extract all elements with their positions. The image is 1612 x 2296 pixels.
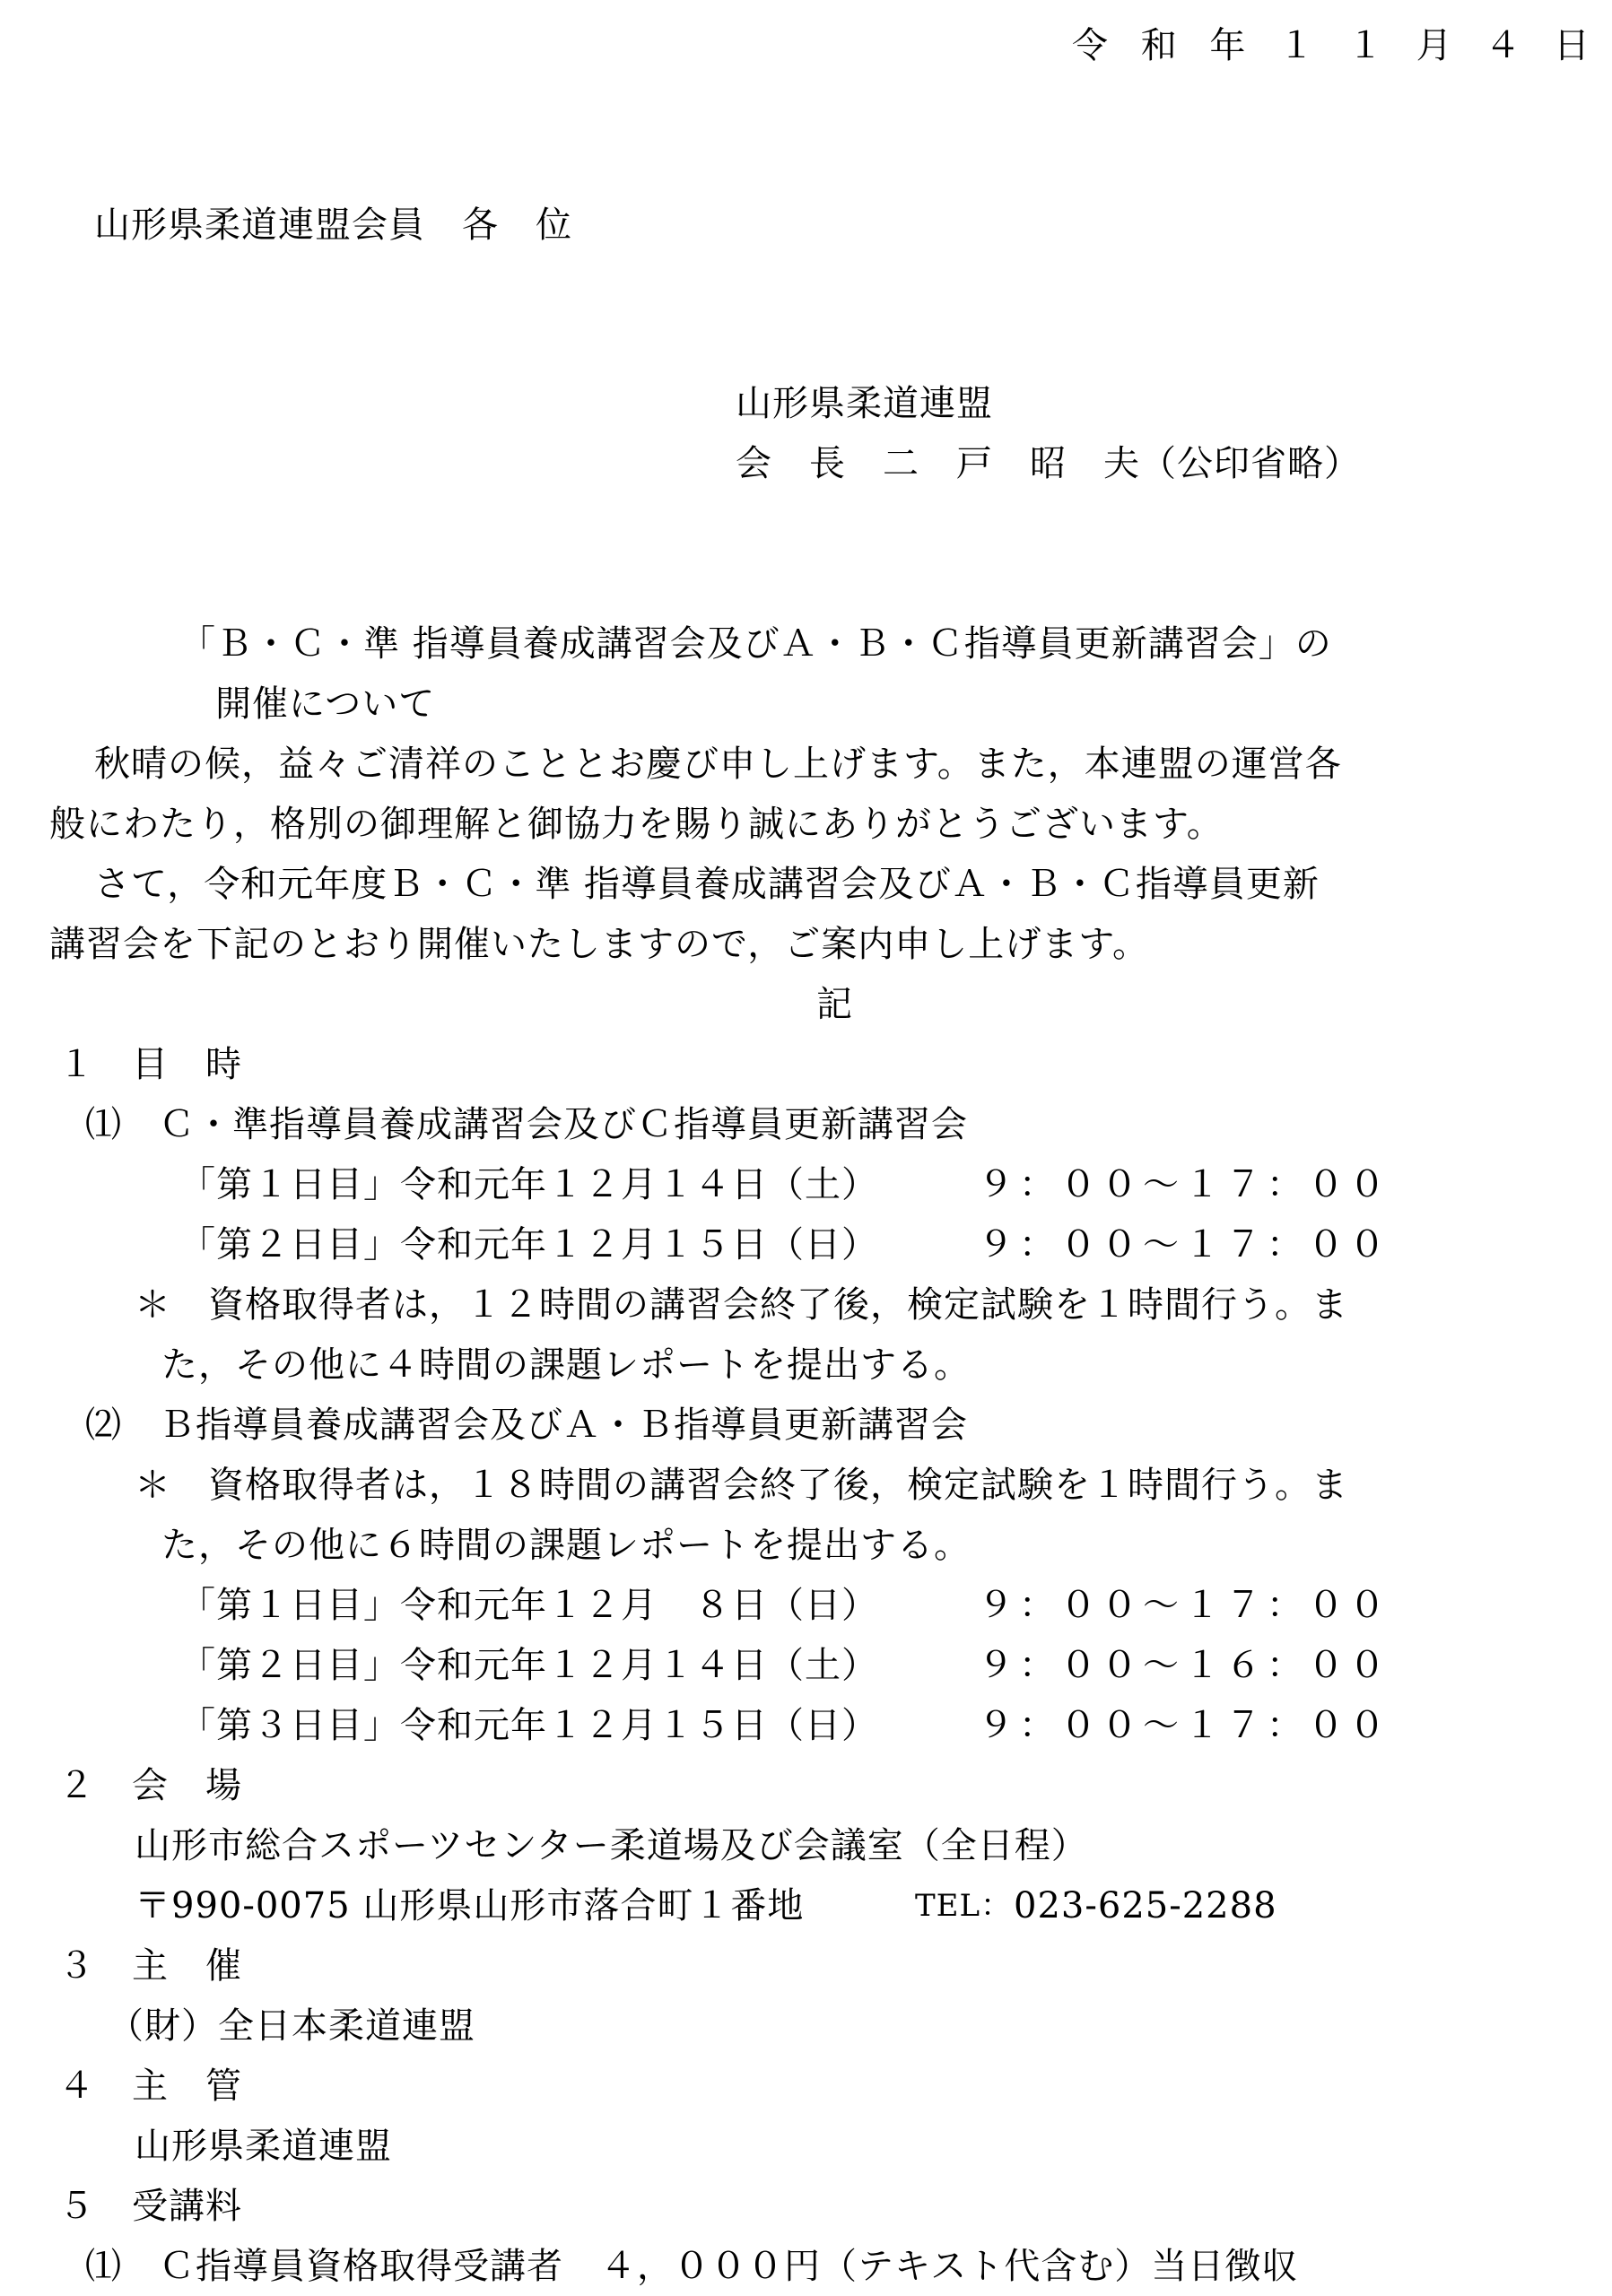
- section1-heading: １ 目 時: [58, 1044, 242, 1085]
- section1-sub2-note-cont: た，その他に６時間の課題レポートを提出する。: [161, 1525, 971, 1566]
- document-title-line1: 「Ｂ・Ｃ・準 指導員養成講習会及びＡ・Ｂ・Ｃ指導員更新講習会」の: [179, 623, 1332, 665]
- schedule-time: ９：００～１７：００: [978, 1164, 1390, 1205]
- schedule-day: 「第１日目」令和元年１２月１４日（土）: [179, 1164, 878, 1205]
- venue-address: 〒990-0075 山形県山形市落合町１番地: [135, 1885, 805, 1926]
- body-paragraph-line: 講習会を下記のとおり開催いたしますので，ご案内申し上げます。: [49, 924, 1149, 965]
- venue-name: 山形市総合スポーツセンター柔道場及び会議室（全日程）: [135, 1825, 1088, 1866]
- schedule-day: 「第１日目」令和元年１２月 ８日（日）: [179, 1585, 878, 1626]
- tel-number: 023-625-2288: [1014, 1885, 1277, 1926]
- schedule-time: ９：００～１７：００: [978, 1585, 1390, 1626]
- tel-label: TEL：: [915, 1888, 1013, 1924]
- sender-name: 会 長 二 戸 昭 夫（公印省略）: [736, 443, 1361, 484]
- section1-sub1-note: ＊ 資格取得者は，１２時間の講習会終了後，検定試験を１時間行う。ま: [135, 1284, 1348, 1326]
- section3-heading: ３ 主 催: [58, 1945, 242, 1987]
- section4-heading: ４ 主 管: [58, 2066, 242, 2107]
- section2-heading: ２ 会 場: [58, 1765, 242, 1806]
- document-title-line2: 開催について: [215, 683, 436, 725]
- schedule-time: ９：００～１７：００: [978, 1224, 1390, 1265]
- schedule-day: 「第２日目」令和元年１２月１４日（土）: [179, 1645, 878, 1686]
- schedule-time: ９：００～１７：００: [978, 1705, 1390, 1746]
- document-date: 令 和 年 １ １ 月 ４ 日: [1072, 25, 1601, 66]
- administrator: 山形県柔道連盟: [135, 2126, 392, 2167]
- schedule-day: 「第３日目」令和元年１２月１５日（日）: [179, 1705, 878, 1746]
- ki-marker: 記: [816, 984, 853, 1025]
- organizer: （財）全日本柔道連盟: [108, 2005, 475, 2047]
- addressee: 山形県柔道連盟会員 各 位: [94, 204, 572, 246]
- schedule-day: 「第２日目」令和元年１２月１５日（日）: [179, 1224, 878, 1265]
- section1-sub2-note: ＊ 資格取得者は，１８時間の講習会終了後，検定試験を１時間行う。ま: [135, 1465, 1348, 1506]
- fee-item: ⑴ Ｃ指導員資格取得受講者 ４，０００円（テキスト代含む）当日徴収: [85, 2246, 1299, 2287]
- section1-sub2-title: ⑵ Ｂ指導員養成講習会及びＡ・Ｂ指導員更新講習会: [85, 1405, 968, 1446]
- sender-organization: 山形県柔道連盟: [736, 383, 993, 424]
- body-paragraph-line: さて，令和元年度Ｂ・Ｃ・準 指導員養成講習会及びＡ・Ｂ・Ｃ指導員更新: [94, 864, 1320, 905]
- body-paragraph-line: 般にわたり，格別の御理解と御協力を賜り誠にありがとうございます。: [49, 804, 1224, 845]
- section5-heading: ５ 受講料: [58, 2186, 242, 2227]
- section1-sub1-note-cont: た，その他に４時間の課題レポートを提出する。: [161, 1344, 971, 1386]
- section1-sub1-title: ⑴ Ｃ・準指導員養成講習会及びＣ指導員更新講習会: [85, 1104, 968, 1145]
- schedule-time: ９：００～１６：００: [978, 1645, 1390, 1686]
- body-paragraph-line: 秋晴の候，益々ご清祥のこととお慶び申し上げます。また，本連盟の運営各: [94, 744, 1342, 785]
